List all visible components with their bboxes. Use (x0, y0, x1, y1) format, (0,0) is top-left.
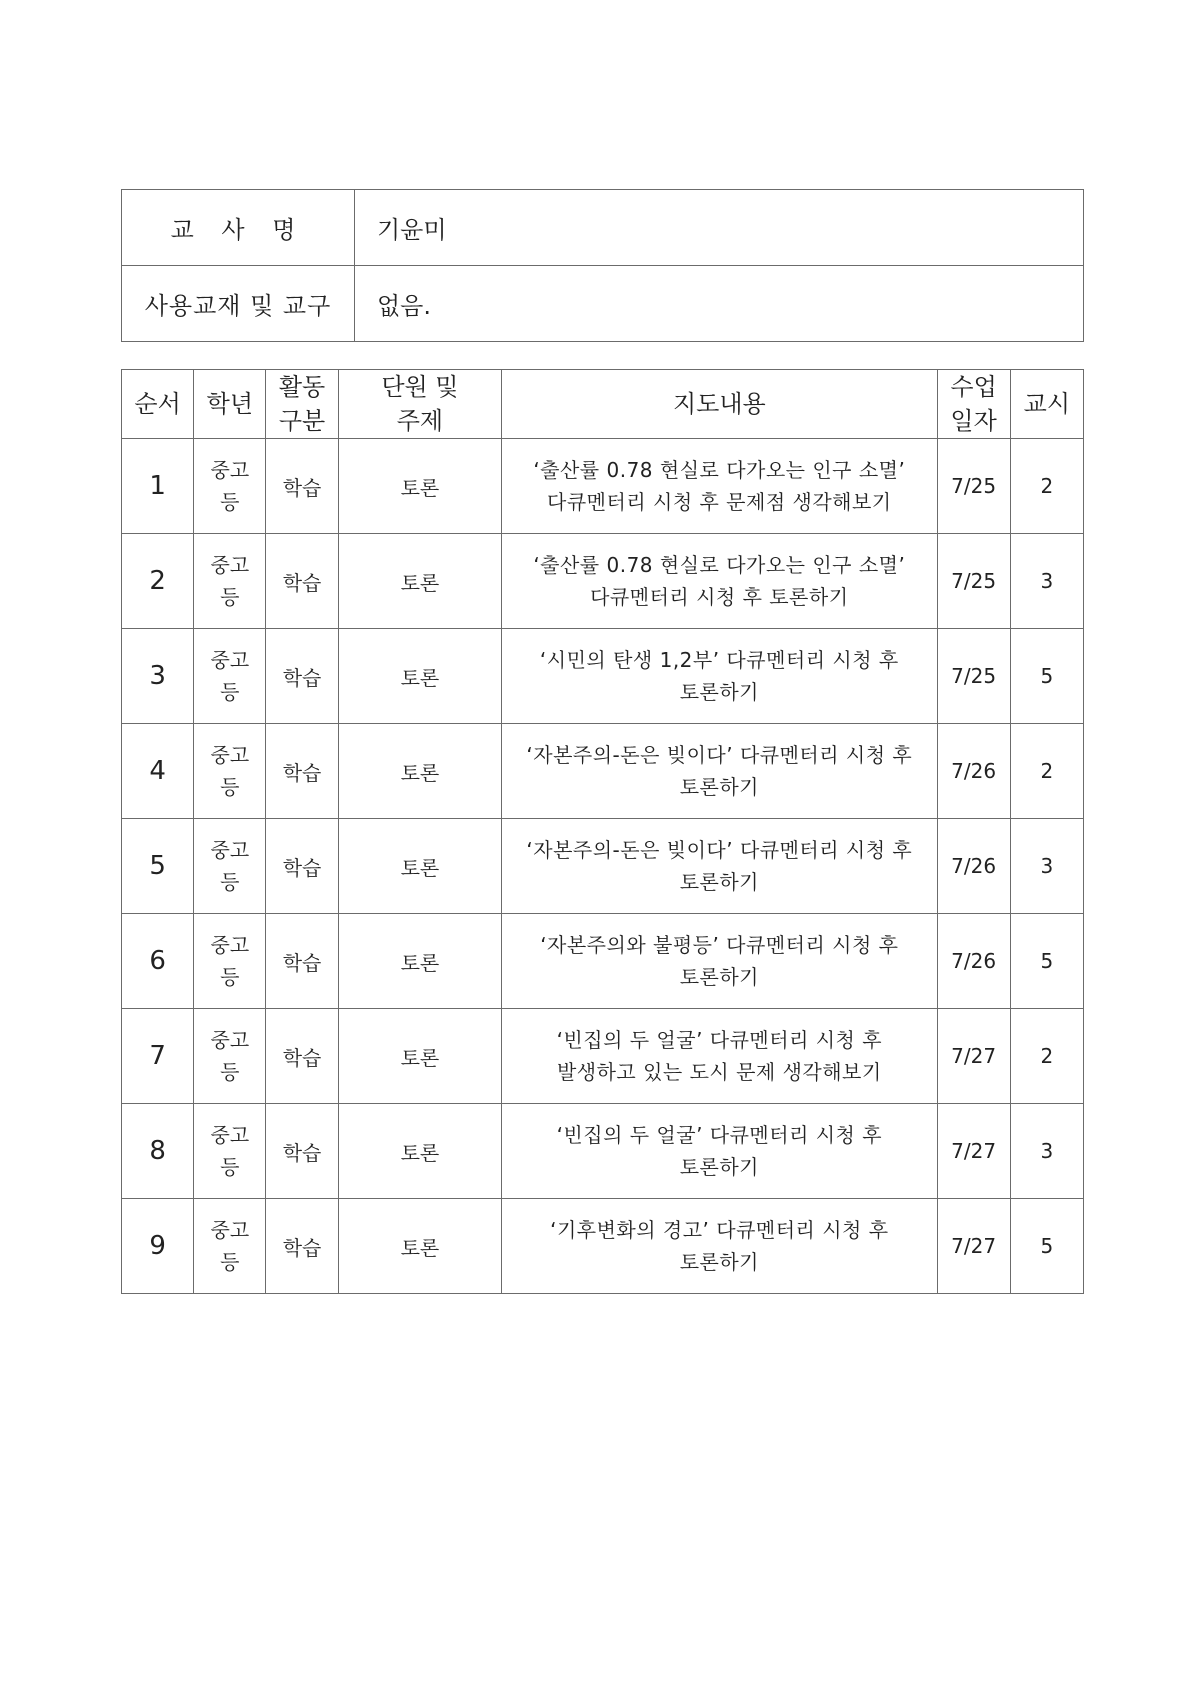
grade-line2: 등 (220, 870, 240, 894)
header-grade: 학년 (194, 370, 266, 439)
row-unit: 토론 (338, 629, 502, 724)
row-period: 3 (1010, 1104, 1083, 1199)
content-line2: 토론하기 (679, 965, 759, 989)
row-date: 7/25 (937, 534, 1010, 629)
header-unit-line2: 주제 (396, 407, 444, 435)
content-line1: ‘자본주의와 불평등’ 다큐멘터리 시청 후 (540, 933, 899, 957)
row-period: 2 (1010, 1009, 1083, 1104)
row-no: 6 (122, 914, 194, 1009)
header-no: 순서 (122, 370, 194, 439)
materials-label: 사용교재 및 교구 (122, 266, 355, 342)
content-line1: ‘빈집의 두 얼굴’ 다큐멘터리 시청 후 (556, 1123, 883, 1147)
row-unit: 토론 (338, 1104, 502, 1199)
materials-value: 없음. (355, 266, 1084, 342)
row-grade (194, 1009, 266, 1104)
row-period: 2 (1010, 724, 1083, 819)
header-date-line1: 수업 (950, 373, 997, 401)
grade-line2: 등 (220, 585, 240, 609)
row-content (502, 534, 937, 629)
row-grade (194, 914, 266, 1009)
content-line1: ‘자본주의-돈은 빚이다’ 다큐멘터리 시청 후 (526, 838, 913, 862)
row-no: 4 (122, 724, 194, 819)
row-unit: 토론 (338, 439, 502, 534)
row-content (502, 724, 937, 819)
lesson-schedule-table (121, 369, 1084, 1294)
row-type: 학습 (266, 1009, 338, 1104)
row-type: 학습 (266, 819, 338, 914)
row-unit: 토론 (338, 534, 502, 629)
row-date: 7/26 (937, 819, 1010, 914)
grade-line2: 등 (220, 490, 240, 514)
header-unit (338, 370, 502, 439)
content-line2: 발생하고 있는 도시 문제 생각해보기 (556, 1060, 882, 1084)
row-unit: 토론 (338, 1009, 502, 1104)
table-row (122, 724, 1084, 819)
content-line1: ‘빈집의 두 얼굴’ 다큐멘터리 시청 후 (556, 1028, 883, 1052)
header-date-line2: 일자 (950, 407, 997, 435)
grade-line1: 중고 (210, 1123, 250, 1147)
grade-line2: 등 (220, 1250, 240, 1274)
grade-line2: 등 (220, 1060, 240, 1084)
grade-line1: 중고 (210, 648, 250, 672)
content-line2: 토론하기 (679, 1155, 759, 1179)
header-period: 교시 (1010, 370, 1083, 439)
table-row (122, 629, 1084, 724)
row-date: 7/27 (937, 1104, 1010, 1199)
table-row (122, 914, 1084, 1009)
header-unit-line1: 단원 및 (381, 373, 459, 401)
content-line2: 토론하기 (679, 775, 759, 799)
row-type: 학습 (266, 534, 338, 629)
content-line1: ‘출산률 0.78 현실로 다가오는 인구 소멸’ (533, 553, 906, 577)
row-grade (194, 629, 266, 724)
row-no: 5 (122, 819, 194, 914)
table-row (122, 1199, 1084, 1294)
header-type-line2: 구분 (278, 407, 326, 435)
row-no: 3 (122, 629, 194, 724)
content-line1: ‘출산률 0.78 현실로 다가오는 인구 소멸’ (533, 458, 906, 482)
grade-line2: 등 (220, 680, 240, 704)
row-grade (194, 819, 266, 914)
row-date: 7/25 (937, 629, 1010, 724)
header-date (937, 370, 1010, 439)
row-no: 9 (122, 1199, 194, 1294)
row-date: 7/26 (937, 724, 1010, 819)
row-content (502, 629, 937, 724)
grade-line1: 중고 (210, 933, 250, 957)
row-unit: 토론 (338, 1199, 502, 1294)
grade-line2: 등 (220, 965, 240, 989)
row-unit: 토론 (338, 819, 502, 914)
row-grade (194, 534, 266, 629)
row-period: 5 (1010, 914, 1083, 1009)
row-grade (194, 439, 266, 534)
row-date: 7/25 (937, 439, 1010, 534)
table-row (122, 819, 1084, 914)
row-content (502, 1009, 937, 1104)
table-row (122, 439, 1084, 534)
row-no: 8 (122, 1104, 194, 1199)
content-line2: 토론하기 (679, 680, 759, 704)
row-content (502, 914, 937, 1009)
row-unit: 토론 (338, 914, 502, 1009)
grade-line1: 중고 (210, 1218, 250, 1242)
row-type: 학습 (266, 1104, 338, 1199)
header-row (122, 370, 1084, 439)
row-grade (194, 1199, 266, 1294)
content-line1: ‘자본주의-돈은 빚이다’ 다큐멘터리 시청 후 (526, 743, 913, 767)
materials-row (122, 266, 1084, 342)
teacher-label: 교 사 명 (122, 190, 355, 266)
grade-line2: 등 (220, 1155, 240, 1179)
row-grade (194, 724, 266, 819)
row-period: 5 (1010, 1199, 1083, 1294)
row-no: 7 (122, 1009, 194, 1104)
row-period: 2 (1010, 439, 1083, 534)
header-content: 지도내용 (502, 370, 937, 439)
teacher-info-table (121, 189, 1084, 342)
row-date: 7/27 (937, 1009, 1010, 1104)
row-period: 5 (1010, 629, 1083, 724)
grade-line2: 등 (220, 775, 240, 799)
content-line1: ‘시민의 탄생 1,2부’ 다큐멘터리 시청 후 (539, 648, 899, 672)
content-line2: 토론하기 (679, 1250, 759, 1274)
content-line2: 토론하기 (679, 870, 759, 894)
table-row (122, 1104, 1084, 1199)
row-grade (194, 1104, 266, 1199)
table-row (122, 1009, 1084, 1104)
content-line2: 다큐멘터리 시청 후 문제점 생각해보기 (547, 490, 892, 514)
row-content (502, 819, 937, 914)
row-content (502, 1104, 937, 1199)
row-content (502, 439, 937, 534)
row-content (502, 1199, 937, 1294)
content-line2: 다큐멘터리 시청 후 토론하기 (590, 585, 849, 609)
row-type: 학습 (266, 629, 338, 724)
grade-line1: 중고 (210, 838, 250, 862)
row-type: 학습 (266, 914, 338, 1009)
grade-line1: 중고 (210, 1028, 250, 1052)
grade-line1: 중고 (210, 743, 250, 767)
header-type (266, 370, 338, 439)
row-date: 7/26 (937, 914, 1010, 1009)
row-type: 학습 (266, 1199, 338, 1294)
content-line1: ‘기후변화의 경고’ 다큐멘터리 시청 후 (550, 1218, 889, 1242)
row-date: 7/27 (937, 1199, 1010, 1294)
row-no: 2 (122, 534, 194, 629)
row-type: 학습 (266, 724, 338, 819)
teacher-value: 기윤미 (355, 190, 1084, 266)
table-row (122, 534, 1084, 629)
teacher-row (122, 190, 1084, 266)
grade-line1: 중고 (210, 553, 250, 577)
row-type: 학습 (266, 439, 338, 534)
grade-line1: 중고 (210, 458, 250, 482)
row-period: 3 (1010, 819, 1083, 914)
row-period: 3 (1010, 534, 1083, 629)
header-type-line1: 활동 (278, 373, 326, 401)
row-unit: 토론 (338, 724, 502, 819)
row-no: 1 (122, 439, 194, 534)
